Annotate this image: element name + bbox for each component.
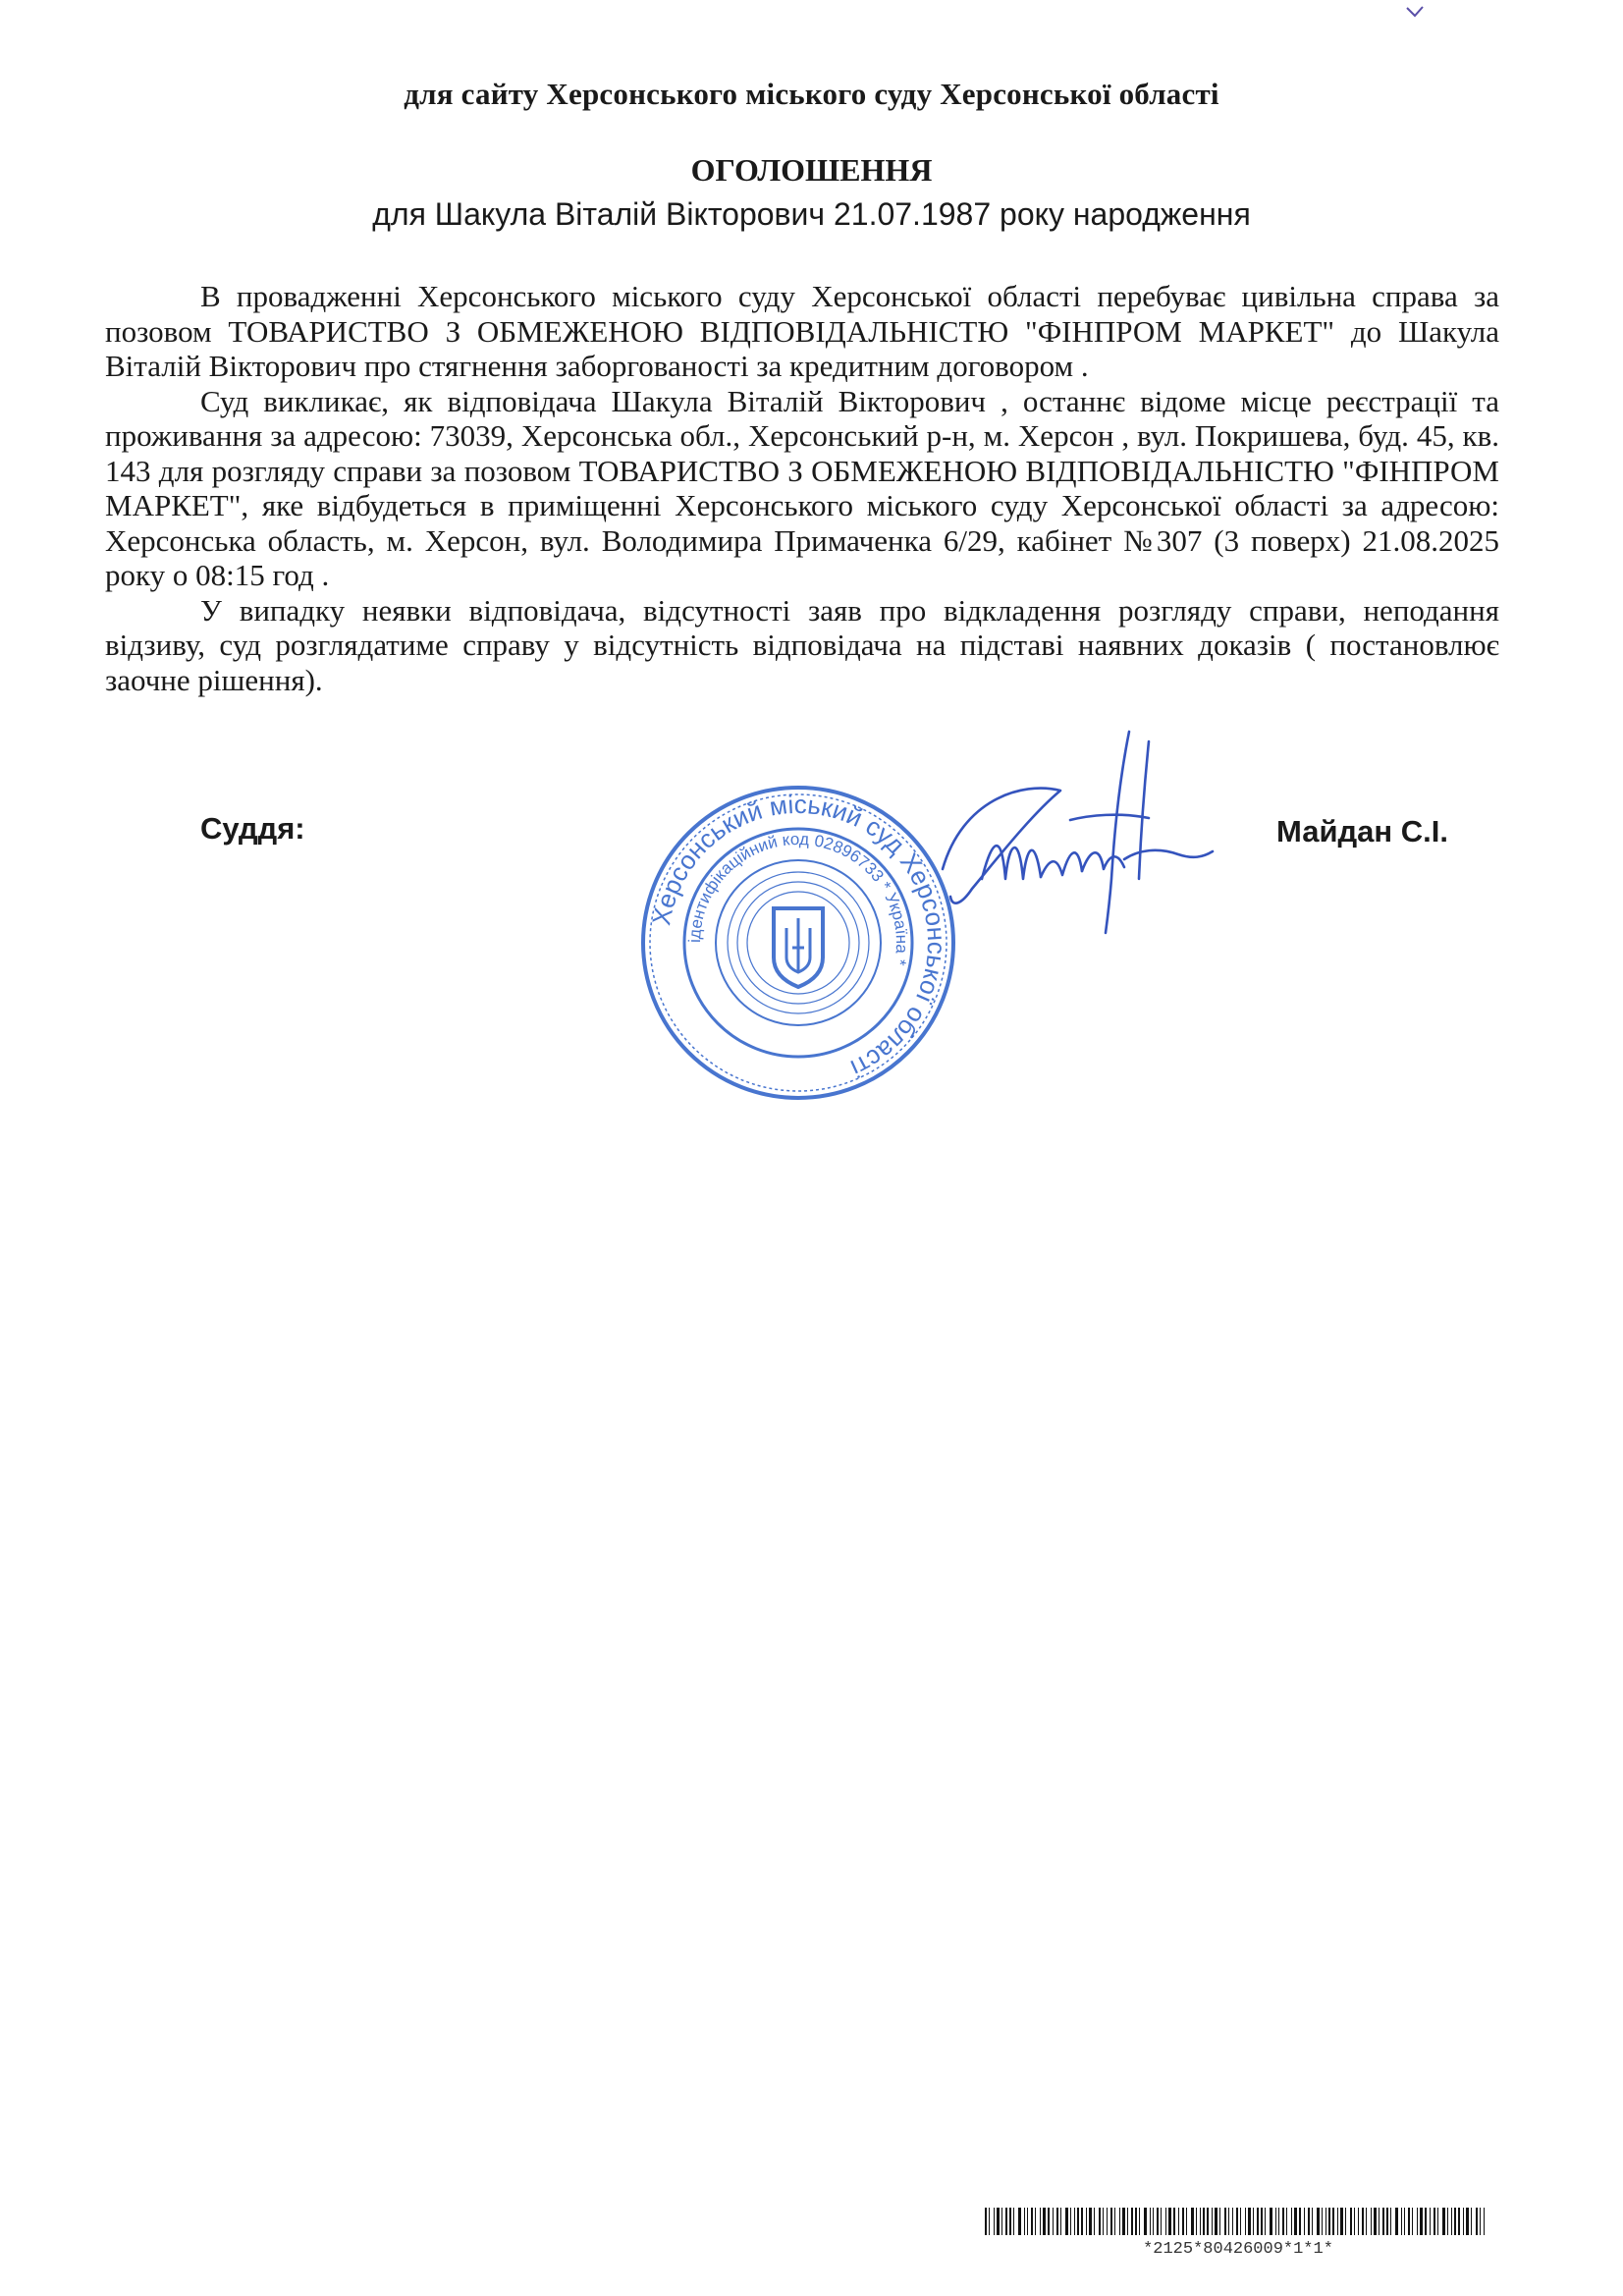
barcode-bar xyxy=(1417,2208,1418,2235)
barcode-bar xyxy=(1005,2208,1007,2235)
barcode-bar xyxy=(1358,2208,1359,2235)
barcode-bar xyxy=(1173,2208,1175,2235)
barcode-bar xyxy=(1131,2208,1133,2235)
barcode-bar xyxy=(1390,2208,1391,2235)
barcode-bar xyxy=(1135,2208,1137,2235)
barcode-bar xyxy=(1040,2208,1041,2235)
document-barcode xyxy=(985,2208,1491,2235)
barcode-bar xyxy=(1110,2208,1112,2235)
barcode-bar xyxy=(1466,2208,1469,2235)
barcode-bar xyxy=(1114,2208,1115,2235)
barcode-bar xyxy=(1425,2208,1427,2235)
barcode-bar xyxy=(1182,2208,1184,2235)
barcode-bar xyxy=(1322,2208,1323,2235)
barcode-bar xyxy=(1232,2208,1233,2235)
barcode-bar xyxy=(1382,2208,1384,2235)
barcode-bar xyxy=(1412,2208,1413,2235)
barcode-bar xyxy=(1282,2208,1284,2235)
barcode-bar xyxy=(1253,2208,1254,2235)
barcode-bar xyxy=(1248,2208,1251,2235)
barcode-bar xyxy=(1065,2208,1068,2235)
corner-mark-icon xyxy=(1406,6,1424,18)
barcode-bar xyxy=(1245,2208,1246,2235)
barcode-bar xyxy=(1484,2208,1485,2235)
barcode-bar xyxy=(1089,2208,1092,2235)
barcode-bar xyxy=(1257,2208,1259,2235)
barcode-bar xyxy=(1081,2208,1083,2235)
barcode-bar xyxy=(1366,2208,1367,2235)
barcode-bar xyxy=(1035,2208,1036,2235)
barcode-bar xyxy=(1471,2208,1472,2235)
barcode-bar xyxy=(1332,2208,1334,2235)
barcode-bar xyxy=(1291,2208,1292,2235)
barcode-bar xyxy=(1074,2208,1075,2235)
barcode-bar xyxy=(1203,2208,1205,2235)
barcode-bar xyxy=(1294,2208,1297,2235)
barcode-bar xyxy=(1442,2208,1445,2235)
barcode-bar xyxy=(985,2208,987,2235)
barcode-bar xyxy=(1001,2208,1002,2235)
barcode-bar xyxy=(1304,2208,1305,2235)
barcode-bar xyxy=(1395,2208,1398,2235)
barcode-bar xyxy=(1086,2208,1087,2235)
barcode-bar xyxy=(1119,2208,1120,2235)
barcode-bar xyxy=(1219,2208,1220,2235)
barcode-bar xyxy=(1122,2208,1125,2235)
barcode-bar xyxy=(1354,2208,1355,2235)
barcode-bar xyxy=(1275,2208,1276,2235)
barcode-bar xyxy=(1048,2208,1050,2235)
barcode-bar xyxy=(1350,2208,1352,2235)
barcode-bar xyxy=(1325,2208,1326,2235)
handwritten-signature xyxy=(923,722,1217,948)
seal-outer-text: Херсонський міський суд Херсонської області xyxy=(646,789,952,1084)
barcode-bar xyxy=(1345,2208,1346,2235)
barcode-bar xyxy=(1013,2208,1014,2235)
barcode-bar xyxy=(1371,2208,1372,2235)
barcode-bar xyxy=(1379,2208,1380,2235)
court-seal-stamp xyxy=(631,776,965,1110)
barcode-bar xyxy=(1031,2208,1033,2235)
barcode-bar xyxy=(1103,2208,1104,2235)
barcode-bar xyxy=(1107,2208,1108,2235)
barcode-bar xyxy=(1207,2208,1209,2235)
barcode-bar xyxy=(1340,2208,1343,2235)
barcode-bar xyxy=(1240,2208,1241,2235)
barcode-bar xyxy=(1153,2208,1154,2235)
barcode-bar xyxy=(1270,2208,1272,2235)
barcode-bar xyxy=(1150,2208,1151,2235)
barcode-bar xyxy=(1286,2208,1287,2235)
barcode-bar xyxy=(1191,2208,1194,2235)
barcode-bar xyxy=(1043,2208,1046,2235)
barcode-bar xyxy=(1374,2208,1377,2235)
barcode-bar xyxy=(1200,2208,1201,2235)
barcode-bar xyxy=(1451,2208,1452,2235)
barcode-bar xyxy=(1328,2208,1330,2235)
barcode-bar xyxy=(1362,2208,1364,2235)
barcode-bar xyxy=(1437,2208,1438,2235)
barcode-bar xyxy=(1186,2208,1187,2235)
barcode-bar xyxy=(1420,2208,1423,2235)
barcode-bar xyxy=(1053,2208,1054,2235)
site-title: для сайту Херсонського міського суду Херсонської області xyxy=(404,77,1219,111)
barcode-bar xyxy=(1401,2208,1402,2235)
barcode-bar xyxy=(1099,2208,1101,2235)
barcode-bar xyxy=(1265,2208,1266,2235)
barcode-bar xyxy=(1077,2208,1079,2235)
paragraph-case-info: В провадженні Херсонського міського суду Херсонської області перебуває цивільна справа за позовом ТОВАРИСТВО З ОБМЕЖЕНОЮ ВІДПОВІДАЛЬНІСТЮ "ФІНПРОМ МАРКЕТ" до Шакула Віталій Вікторович про стягнення заборгованості за кредитним договором . xyxy=(105,279,1499,383)
barcode-bar xyxy=(994,2208,995,2235)
barcode-bar xyxy=(1278,2208,1279,2235)
barcode-bar xyxy=(1408,2208,1410,2235)
barcode-bar xyxy=(1009,2208,1011,2235)
barcode-bar xyxy=(1476,2208,1478,2235)
barcode-bar xyxy=(1261,2208,1263,2235)
barcode-bar xyxy=(1178,2208,1179,2235)
barcode-bar xyxy=(1018,2208,1021,2235)
barcode-bar xyxy=(1215,2208,1217,2235)
barcode-bar xyxy=(1070,2208,1071,2235)
barcode-bar xyxy=(1144,2208,1147,2235)
barcode-number: *2125*80426009*1*1* xyxy=(1143,2240,1333,2259)
barcode-bar xyxy=(1299,2208,1301,2235)
barcode-bar xyxy=(1458,2208,1460,2235)
barcode-bar xyxy=(1434,2208,1435,2235)
barcode-bar xyxy=(1139,2208,1140,2235)
barcode-bar xyxy=(1430,2208,1431,2235)
barcode-bar xyxy=(1312,2208,1313,2235)
barcode-bar xyxy=(1024,2208,1025,2235)
barcode-bar xyxy=(1447,2208,1448,2235)
paragraph-consequences: У випадку неявки відповідача, відсутності заяв про відкладення розгляду справи, неподання відзиву, суд розглядатиме справу у відсутність відповідача на підставі наявних доказів ( постановлює заочне рішення). xyxy=(105,592,1499,697)
barcode-bar xyxy=(1056,2208,1058,2235)
barcode-bar xyxy=(1386,2208,1388,2235)
signatory-name: Майдан С.І. xyxy=(1276,814,1448,848)
seal-inner-text: ідентифікаційний код 02896733 * Україна * xyxy=(684,829,912,967)
barcode-bar xyxy=(1480,2208,1481,2235)
barcode-bar xyxy=(1161,2208,1162,2235)
barcode-bar xyxy=(1127,2208,1128,2235)
barcode-bar xyxy=(1094,2208,1095,2235)
barcode-bar xyxy=(1236,2208,1238,2235)
paragraph-summons: Суд викликає, як відповідача Шакула Віталій Вікторович , останнє відоме місце реєстрації та проживання за адресою: 73039, Херсонська обл., Херсонський р-н, м. Херсон , вул. Покришева, буд. 45, кв. 143 для розгляду справи за позовом ТОВАРИСТВО З ОБМЕЖЕНОЮ ВІДПОВІДАЛЬНІСТЮ "ФІНПРОМ МАРКЕТ", яке відбудеться в приміщенні Херсонського міського суду Херсонської області за адресою: Херсонська область, м. Херсон, вул. Володимира Примаченка 6/29, кабінет №307 (3 поверх) 21.08.2025 року о 08:15 год . xyxy=(105,383,1499,592)
document-body xyxy=(105,279,1499,697)
barcode-bar xyxy=(989,2208,990,2235)
barcode-bar xyxy=(1317,2208,1320,2235)
barcode-bar xyxy=(1027,2208,1028,2235)
barcode-bar xyxy=(1404,2208,1405,2235)
barcode-bar xyxy=(1228,2208,1229,2235)
barcode-bar xyxy=(1463,2208,1464,2235)
barcode-bar xyxy=(1060,2208,1061,2235)
barcode-bar xyxy=(1337,2208,1338,2235)
barcode-bar xyxy=(1157,2208,1159,2235)
barcode-bar xyxy=(1224,2208,1226,2235)
barcode-bar xyxy=(1168,2208,1171,2235)
barcode-bar xyxy=(1165,2208,1166,2235)
barcode-bar xyxy=(1196,2208,1197,2235)
barcode-bar xyxy=(997,2208,1000,2235)
barcode-bar xyxy=(1454,2208,1456,2235)
document-title: ОГОЛОШЕННЯ xyxy=(690,152,933,188)
document-subject: для Шакула Віталій Вікторович 21.07.1987 року народження xyxy=(372,196,1251,232)
signatory-label: Суддя: xyxy=(200,811,305,846)
barcode-bar xyxy=(1308,2208,1310,2235)
barcode-bar xyxy=(1212,2208,1213,2235)
